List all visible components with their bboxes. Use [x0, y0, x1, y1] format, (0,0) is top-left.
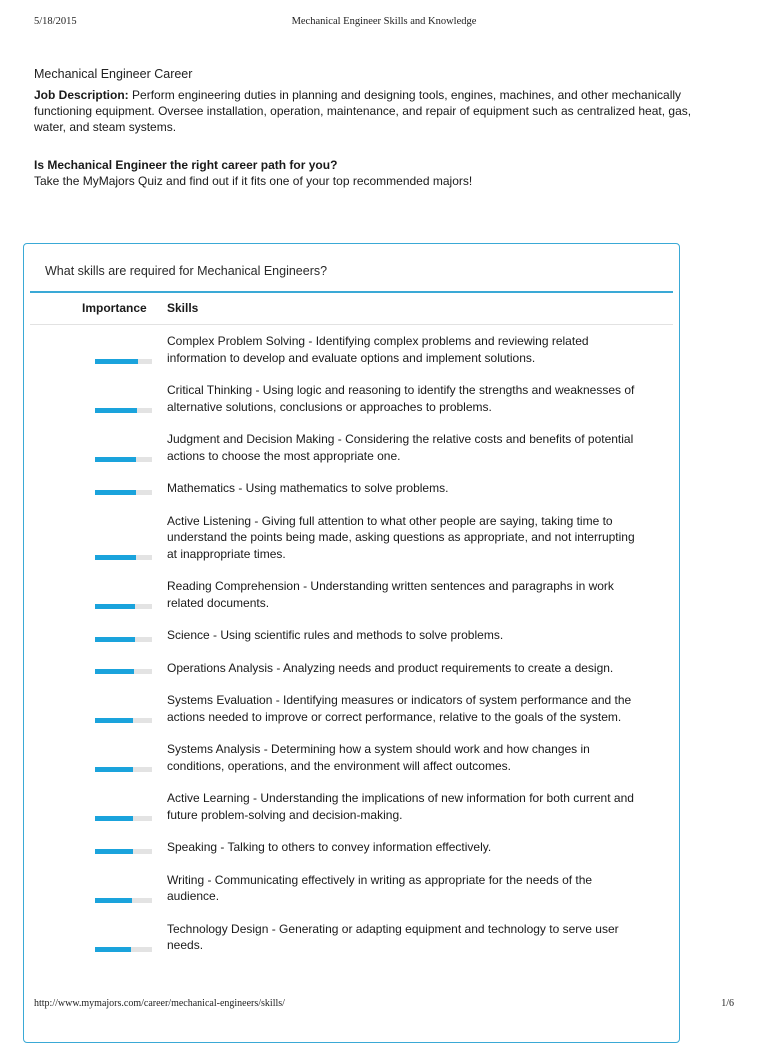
importance-bar — [95, 604, 152, 609]
importance-bar-fill — [95, 359, 138, 364]
skill-row — [24, 741, 679, 774]
quiz-promo — [34, 157, 694, 189]
importance-bar-fill — [95, 490, 136, 495]
importance-bar-fill — [95, 816, 133, 821]
skill-row — [24, 839, 679, 856]
skill-description: Science - Using scientific rules and methods to solve problems. — [167, 628, 504, 642]
importance-bar — [95, 947, 152, 952]
quiz-question: Is Mechanical Engineer the right career path for you? — [34, 158, 338, 172]
importance-bar-fill — [95, 947, 131, 952]
card-divider — [30, 291, 673, 293]
importance-bar-fill — [95, 408, 137, 413]
skill-description: Speaking - Talking to others to convey information effectively. — [167, 840, 492, 854]
job-description — [34, 87, 694, 135]
skill-row — [24, 692, 679, 725]
importance-bar — [95, 359, 152, 364]
skill-row — [24, 921, 679, 954]
skill-description: Systems Evaluation - Identifying measures or indicators of system performance and the actions needed to improve or correct performance, relative to the goals of the system. — [167, 693, 632, 724]
skill-row — [24, 627, 679, 644]
skill-row — [24, 382, 679, 415]
importance-bar-fill — [95, 555, 136, 560]
importance-bar — [95, 457, 152, 462]
importance-bar — [95, 669, 152, 674]
print-footer — [34, 998, 734, 1012]
print-date: 5/18/2015 — [34, 16, 77, 27]
importance-bar-fill — [95, 898, 132, 903]
skill-description: Writing - Communicating effectively in writing as appropriate for the needs of the audience. — [167, 872, 593, 903]
skill-description: Systems Analysis - Determining how a system should work and how changes in conditions, operations, and the environment will affect outcomes. — [167, 742, 590, 773]
importance-bar-fill — [95, 849, 133, 854]
importance-bar-fill — [95, 637, 135, 642]
skill-description: Active Listening - Giving full attention to what other people are saying, taking time to understand the points being made, asking questions as appropriate, and not interrupting at inappropriate times. — [167, 513, 635, 561]
skill-description: Mathematics - Using mathematics to solve problems. — [167, 481, 449, 495]
skills-column-header: Skills — [167, 301, 199, 315]
skill-row — [24, 480, 679, 497]
quiz-prompt: Take the MyMajors Quiz and find out if it fits one of your top recommended majors! — [34, 174, 473, 188]
skill-row — [24, 431, 679, 464]
skill-description: Active Learning - Understanding the implications of new information for both current and future problem-solving and decision-making. — [167, 791, 634, 822]
skill-row — [24, 513, 679, 563]
importance-bar-fill — [95, 718, 133, 723]
importance-bar — [95, 767, 152, 772]
career-intro — [34, 66, 694, 135]
page-number: 1/6 — [721, 998, 734, 1009]
page-url: http://www.mymajors.com/career/mechanical-engineers/skills/ — [34, 998, 285, 1009]
skill-row — [24, 578, 679, 611]
importance-bar — [95, 490, 152, 495]
importance-bar — [95, 718, 152, 723]
importance-bar — [95, 898, 152, 903]
skill-row — [24, 872, 679, 905]
skill-row — [24, 333, 679, 366]
print-header — [34, 16, 734, 32]
importance-bar — [95, 816, 152, 821]
skill-description: Operations Analysis - Analyzing needs and product requirements to create a design. — [167, 660, 614, 675]
header-divider — [30, 324, 673, 325]
skills-list — [24, 333, 679, 954]
skill-row — [24, 660, 679, 677]
skill-description: Critical Thinking - Using logic and reasoning to identify the strengths and weaknesses of alternative solutions, conclusions or approaches to problems. — [167, 383, 635, 414]
importance-bar-fill — [95, 669, 134, 674]
skills-question: What skills are required for Mechanical Engineers? — [45, 264, 328, 278]
skills-card — [23, 243, 680, 1043]
print-title: Mechanical Engineer Skills and Knowledge — [291, 16, 477, 27]
job-description-label: Job Description: — [34, 88, 129, 102]
job-description-text: Perform engineering duties in planning and designing tools, engines, machines, and other mechanically functioning equipment. Oversee installation, operation, maintenance, and repair of equipment such as centralized heat, gas, water, and steam systems. — [34, 88, 692, 134]
skill-description: Reading Comprehension - Understanding written sentences and paragraphs in work related documents. — [167, 579, 614, 610]
skill-row — [24, 790, 679, 823]
importance-bar — [95, 408, 152, 413]
skill-description: Judgment and Decision Making - Considering the relative costs and benefits of potential actions to choose the most appropriate one. — [167, 432, 634, 463]
skill-description: Technology Design - Generating or adapting equipment and technology to serve user needs. — [167, 921, 619, 952]
importance-bar — [95, 637, 152, 642]
career-title: Mechanical Engineer Career — [34, 67, 193, 81]
importance-bar — [95, 849, 152, 854]
importance-column-header: Importance — [82, 301, 147, 315]
importance-bar-fill — [95, 457, 136, 462]
importance-bar — [95, 555, 152, 560]
skill-description: Complex Problem Solving - Identifying complex problems and reviewing related information to develop and evaluate options and implement solutions. — [167, 334, 589, 365]
importance-bar-fill — [95, 767, 133, 772]
importance-bar-fill — [95, 604, 135, 609]
